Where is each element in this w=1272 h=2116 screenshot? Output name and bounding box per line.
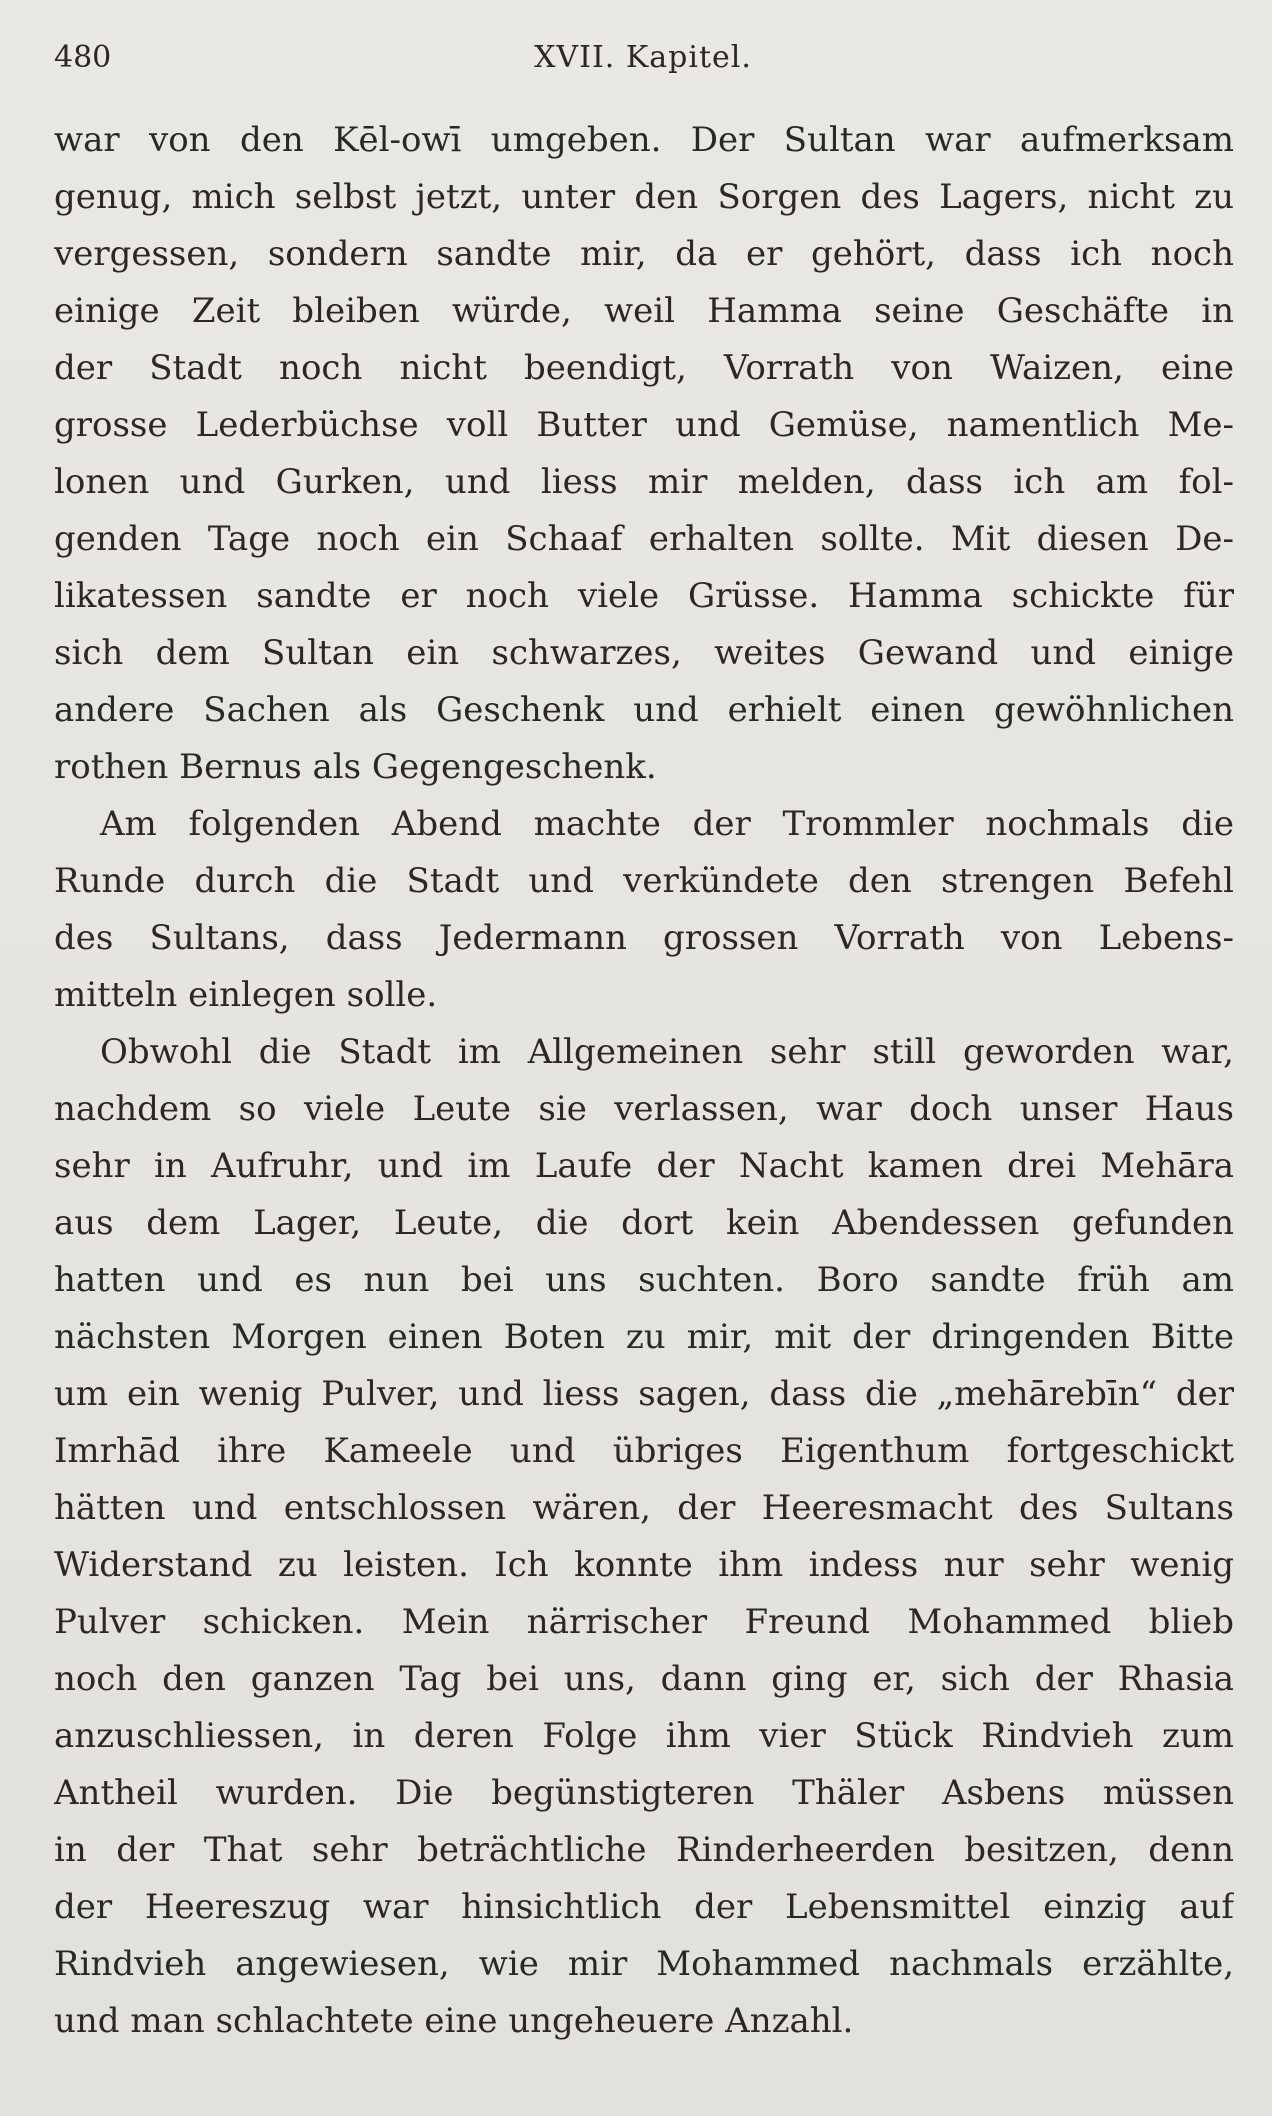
text-line: einige Zeit bleiben würde, weil Hamma seine Geschäfte in (54, 291, 1234, 331)
chapter-title: XVII. Kapitel. (534, 40, 752, 75)
text-line: Runde durch die Stadt und verkündete den strengen Befehl (54, 861, 1234, 901)
text-line: genden Tage noch ein Schaaf erhalten sollte. Mit diesen De- (54, 519, 1234, 559)
text-line: genug, mich selbst jetzt, unter den Sorgen des Lagers, nicht zu (54, 177, 1234, 217)
text-line: rothen Bernus als Gegengeschenk. (54, 747, 657, 787)
paragraph-2 (54, 796, 1234, 1024)
text-line: Widerstand zu leisten. Ich konnte ihm indess nur sehr wenig (54, 1545, 1234, 1585)
text-line: und man schlachtete eine ungeheuere Anzahl. (54, 2001, 854, 2041)
text-line: der Stadt noch nicht beendigt, Vorrath von Waizen, eine (54, 348, 1234, 388)
text-line: Imrhād ihre Kameele und übriges Eigenthum fortgeschickt (54, 1431, 1234, 1471)
text-line: um ein wenig Pulver, und liess sagen, dass die „mehārebīn“ der (54, 1374, 1234, 1414)
text-line: Obwohl die Stadt im Allgemeinen sehr still geworden war, (100, 1032, 1234, 1072)
text-line: Pulver schicken. Mein närrischer Freund Mohammed blieb (54, 1602, 1234, 1642)
text-line: der Heereszug war hinsichtlich der Lebensmittel einzig auf (54, 1887, 1234, 1927)
paragraph-1 (54, 112, 1234, 796)
text-line: vergessen, sondern sandte mir, da er gehört, dass ich noch (54, 234, 1234, 274)
text-line: anzuschliessen, in deren Folge ihm vier Stück Rindvieh zum (54, 1716, 1234, 1756)
text-line: nachdem so viele Leute sie verlassen, war doch unser Haus (54, 1089, 1234, 1129)
text-line: Rindvieh angewiesen, wie mir Mohammed nachmals erzählte, (54, 1944, 1234, 1984)
running-head (54, 36, 1232, 80)
text-line: war von den Kēl-owī umgeben. Der Sultan war aufmerksam (54, 120, 1234, 160)
body-text (54, 112, 1234, 2050)
text-line: hatten und es nun bei uns suchten. Boro sandte früh am (54, 1260, 1234, 1300)
text-line: Am folgenden Abend machte der Trommler nochmals die (100, 804, 1234, 844)
text-line: lonen und Gurken, und liess mir melden, dass ich am fol- (54, 462, 1234, 502)
text-line: sich dem Sultan ein schwarzes, weites Gewand und einige (54, 633, 1234, 673)
text-line: noch den ganzen Tag bei uns, dann ging er, sich der Rhasia (54, 1659, 1234, 1699)
text-line: Antheil wurden. Die begünstigteren Thäler Asbens müssen (54, 1773, 1234, 1813)
text-line: aus dem Lager, Leute, die dort kein Abendessen gefunden (54, 1203, 1234, 1243)
text-line: in der That sehr beträchtliche Rinderheerden besitzen, denn (54, 1830, 1234, 1870)
page-number: 480 (54, 40, 112, 75)
text-line: likatessen sandte er noch viele Grüsse. Hamma schickte für (54, 576, 1234, 616)
paragraph-3 (54, 1024, 1234, 2050)
text-line: hätten und entschlossen wären, der Heeresmacht des Sultans (54, 1488, 1234, 1528)
text-line: andere Sachen als Geschenk und erhielt einen gewöhnlichen (54, 690, 1234, 730)
text-line: grosse Lederbüchse voll Butter und Gemüse, namentlich Me- (54, 405, 1234, 445)
text-line: sehr in Aufruhr, und im Laufe der Nacht kamen drei Mehāra (54, 1146, 1234, 1186)
text-line: nächsten Morgen einen Boten zu mir, mit der dringenden Bitte (54, 1317, 1234, 1357)
text-line: mitteln einlegen solle. (54, 975, 438, 1015)
text-line: des Sultans, dass Jedermann grossen Vorrath von Lebens- (54, 918, 1234, 958)
